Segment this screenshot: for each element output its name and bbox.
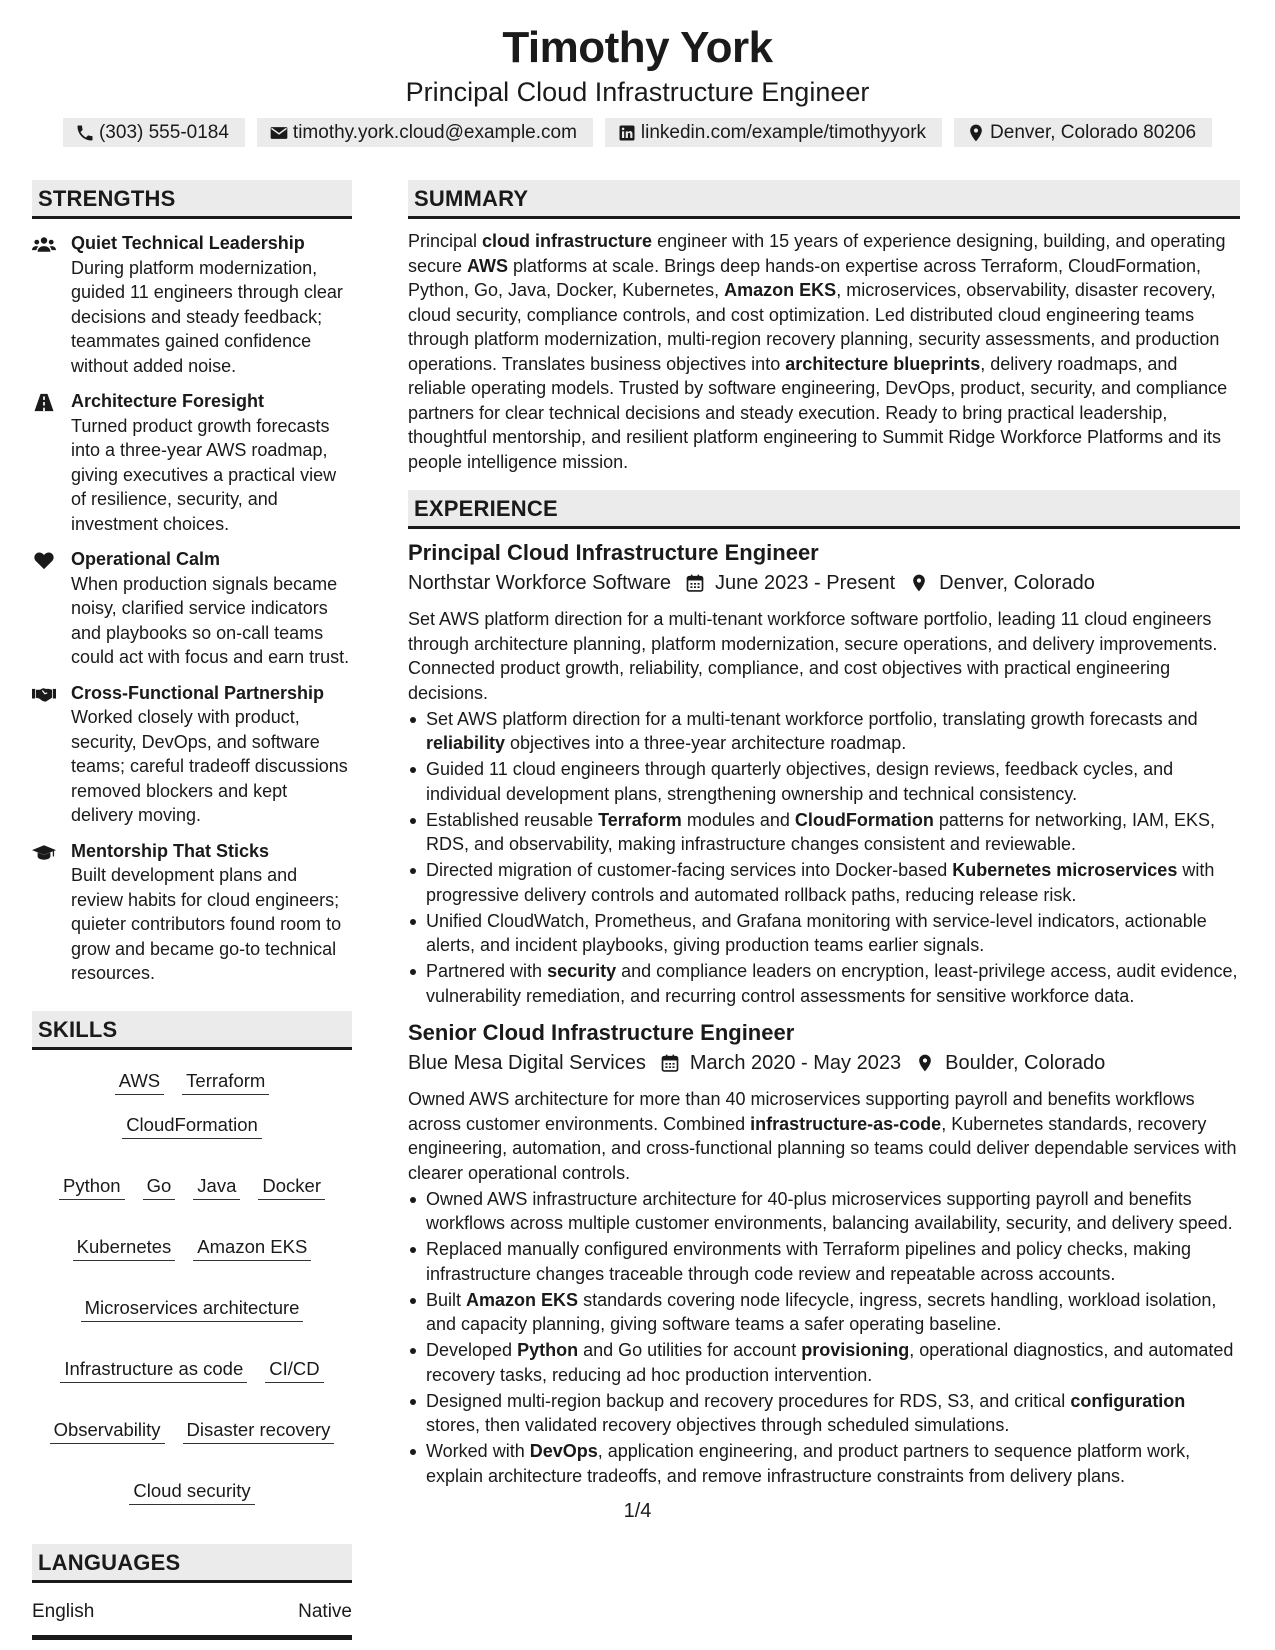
skill-tag: Go	[143, 1173, 176, 1200]
bullet-item	[426, 808, 1240, 857]
linkedin-icon	[617, 123, 637, 143]
location-text: Denver, Colorado 80206	[990, 122, 1197, 143]
strength-item	[32, 681, 352, 828]
job-company: Blue Mesa Digital Services	[408, 1052, 646, 1074]
text-run: Established reusable	[426, 809, 599, 830]
emphasis-text: provisioning	[801, 1340, 910, 1360]
job-bullets	[408, 707, 1240, 1009]
contact-linkedin[interactable]	[605, 118, 942, 147]
job-meta	[408, 1048, 1240, 1078]
job-bullets	[408, 1187, 1240, 1489]
phone-text: (303) 555-0184	[98, 122, 229, 143]
strength-desc: When production signals became noisy, clarified service indicators and playbooks so on-call teams could act with focus and earn trust.	[71, 573, 350, 667]
strength-title: Architecture Foresight	[71, 391, 265, 411]
skill-tag: AWS	[115, 1068, 164, 1095]
bullet-item	[426, 1439, 1240, 1488]
calendar-icon	[660, 1053, 680, 1073]
text-run: Replaced manually configured environments with Terraform pipelines and policy checks, making infrastructure changes traceable through code review and repeatable across accounts.	[426, 1239, 1192, 1284]
strength-desc: Worked closely with product, security, DevOps, and software teams; careful tradeoff discussions removed blockers and kept delivery moving.	[71, 707, 348, 825]
envelope-icon	[269, 123, 289, 143]
emphasis-text: configuration	[1070, 1390, 1186, 1411]
strength-desc: During platform modernization, guided 11 engineers through clear decisions and steady feedback; teammates gained confidence without added noise.	[71, 257, 343, 376]
text-run: modules and	[681, 809, 795, 830]
job-entry	[408, 1018, 1240, 1488]
emphasis-text: Kubernetes microservices	[952, 860, 1178, 880]
skill-tag: Python	[59, 1173, 125, 1200]
emphasis-text: cloud infrastructure	[482, 231, 653, 251]
text-run: Partnered with	[426, 961, 548, 981]
right-column	[408, 180, 1240, 1488]
skill-tag: Microservices architecture	[81, 1295, 304, 1322]
job-dates: June 2023 - Present	[715, 572, 896, 594]
language-row	[32, 1583, 352, 1640]
text-run: and Go utilities for account	[578, 1340, 802, 1360]
email-text: timothy.york.cloud@example.com	[292, 122, 577, 143]
emphasis-text: Terraform	[598, 809, 682, 830]
text-run: engineer with 15 years of experience designing, building, and operating secure	[408, 231, 1226, 276]
strength-item	[32, 547, 352, 670]
heart-icon	[32, 551, 56, 570]
strength-title: Mentorship That Sticks	[71, 840, 270, 861]
strength-title: Operational Calm	[71, 549, 221, 569]
text-run: , operational diagnostics, and automated recovery tasks, reducing ad hoc production intervention.	[426, 1340, 1234, 1385]
emphasis-text: architecture blueprints	[785, 353, 981, 374]
phone-icon	[75, 123, 95, 143]
emphasis-text: infrastructure-as-code	[750, 1113, 942, 1134]
bullet-item	[426, 909, 1240, 958]
map-pin-icon	[915, 1053, 935, 1073]
resume-header	[0, 0, 1275, 147]
strength-item	[32, 231, 352, 378]
candidate-name: Timothy York	[502, 23, 773, 72]
calendar-icon	[685, 573, 705, 593]
bullet-item	[426, 858, 1240, 907]
summary-heading: SUMMARY	[408, 180, 1240, 219]
summary-text	[408, 229, 1240, 474]
text-run: standards covering node lifecycle, ingress, secrets handling, workload isolation, and capacity planning, giving software teams a safer operating baseline.	[426, 1289, 1217, 1334]
strength-title: Cross-Functional Partnership	[71, 682, 325, 703]
job-title: Senior Cloud Infrastructure Engineer	[408, 1020, 795, 1045]
contact-bar	[0, 118, 1275, 147]
text-run: Built	[426, 1289, 467, 1310]
candidate-title: Principal Cloud Infrastructure Engineer	[405, 77, 870, 107]
text-run: , microservices, observability, disaster recovery, cloud security, compliance controls, and cost optimization. Led distributed cloud engineering teams through platform modernization, multi-region recovery planning, security assessments, and production operations. Translates business objectives into	[408, 280, 1220, 374]
emphasis-text: Amazon EKS	[724, 280, 837, 300]
bullet-item	[426, 959, 1240, 1008]
text-run: , Kubernetes standards, recovery engineering, automation, and cross-functional planning so teams could deliver dependable services with clearer operational controls.	[408, 1113, 1237, 1183]
bullet-item	[426, 1187, 1240, 1236]
emphasis-text: Amazon EKS	[466, 1289, 579, 1310]
skill-tag: CloudFormation	[122, 1112, 262, 1139]
text-run: Guided 11 cloud engineers through quarterly objectives, design reviews, feedback cycles, and individual development plans, strengthening ownership and technical consistency.	[426, 759, 1174, 804]
strengths-heading: STRENGTHS	[32, 180, 352, 219]
text-run: platforms at scale. Brings deep hands-on expertise across Terraform, CloudFormation, Python, Go, Java, Docker, Kubernetes,	[408, 255, 1202, 300]
text-run: with progressive delivery controls and automated rollback paths, reducing release risk.	[426, 860, 1215, 905]
text-run: and compliance leaders on encryption, least-privilege access, audit evidence, vulnerability remediation, and recurring control assessments for sensitive workforce data.	[426, 961, 1238, 1006]
job-description	[408, 1087, 1240, 1185]
text-run: Principal	[408, 231, 483, 251]
job-location: Boulder, Colorado	[945, 1052, 1106, 1074]
handshake-icon	[32, 685, 56, 704]
skills-heading: SKILLS	[32, 1011, 352, 1050]
bullet-item	[426, 1237, 1240, 1286]
skill-tag: Java	[193, 1173, 240, 1200]
text-run: objectives into a three-year architecture roadmap.	[505, 733, 907, 753]
job-description: Set AWS platform direction for a multi-tenant workforce software portfolio, leading 11 cloud engineers through architecture planning, platform modernization, secure operations, and delivery improvements. Connected product growth, reliability, compliance, and cost objectives with practical engineering decisions.	[408, 609, 1218, 703]
strength-title: Quiet Technical Leadership	[71, 233, 305, 253]
skill-tag: Amazon EKS	[193, 1234, 311, 1261]
job-dates: March 2020 - May 2023	[689, 1052, 902, 1074]
text-run: stores, then validated recovery objectives through scheduled simulations.	[426, 1415, 1010, 1435]
emphasis-text: reliability	[426, 733, 506, 753]
strength-desc: Built development plans and review habits for cloud engineers; quieter contributors found room to grow and became go-to technical resources.	[71, 865, 342, 983]
languages-heading: LANGUAGES	[32, 1544, 352, 1583]
linkedin-text: linkedin.com/example/timothyyork	[640, 122, 927, 143]
skill-tag: Cloud security	[129, 1478, 254, 1505]
bullet-item	[426, 707, 1240, 756]
left-column	[32, 180, 352, 1640]
bullet-item	[426, 757, 1240, 806]
language-name: English	[32, 1600, 95, 1622]
job-meta	[408, 568, 1240, 598]
text-run: Owned AWS infrastructure architecture for 40-plus microservices supporting payroll and benefits workflows across multiple customer environments, balancing availability, security, and delivery speed.	[426, 1188, 1233, 1233]
graduation-cap-icon	[32, 843, 56, 862]
emphasis-text: DevOps	[529, 1441, 598, 1461]
text-run: Owned AWS architecture for more than 40 microservices supporting payroll and benefits workflows across customer environments. Combined	[408, 1089, 1195, 1134]
skills-list	[32, 1050, 352, 1505]
emphasis-text: Python	[517, 1340, 579, 1360]
text-run: Unified CloudWatch, Prometheus, and Grafana monitoring with service-level indicators, actionable alerts, and incident playbooks, giving production teams earlier signals.	[426, 910, 1207, 955]
page-number: 1/4	[623, 1500, 652, 1522]
contact-email[interactable]	[257, 118, 593, 147]
skill-tag: Kubernetes	[73, 1234, 176, 1261]
text-run: Set AWS platform direction for a multi-tenant workforce portfolio, translating growth forecasts and	[426, 708, 1198, 729]
emphasis-text: CloudFormation	[794, 809, 934, 830]
skill-tag: Terraform	[182, 1068, 269, 1095]
strength-item	[32, 839, 352, 986]
job-entry	[408, 538, 1240, 1008]
contact-location	[954, 118, 1212, 147]
text-run: , application engineering, and product partners to sequence platform work, explain architecture tradeoffs, and remove infrastructure constraints from delivery plans.	[426, 1441, 1191, 1486]
emphasis-text: security	[547, 961, 617, 981]
experience-heading: EXPERIENCE	[408, 490, 1240, 529]
job-title: Principal Cloud Infrastructure Engineer	[408, 540, 819, 565]
users-icon	[32, 235, 56, 254]
road-icon	[32, 393, 56, 412]
language-level: Native	[298, 1600, 352, 1622]
job-location: Denver, Colorado	[939, 572, 1095, 594]
emphasis-text: AWS	[467, 255, 509, 276]
skill-tag: Docker	[258, 1173, 325, 1200]
strength-item	[32, 389, 352, 536]
skill-tag: CI/CD	[265, 1356, 323, 1383]
strengths-list	[32, 231, 352, 986]
bullet-item	[426, 1338, 1240, 1387]
text-run: Directed migration of customer-facing services into Docker-based	[426, 860, 953, 880]
map-pin-icon	[909, 573, 929, 593]
contact-phone[interactable]	[63, 118, 245, 147]
bullet-item	[426, 1288, 1240, 1337]
text-run: patterns for networking, IAM, EKS, RDS, and observability, making infrastructure changes consistent and reviewable.	[426, 809, 1215, 854]
bullet-item	[426, 1389, 1240, 1438]
text-run: Developed	[426, 1340, 518, 1360]
text-run: , delivery roadmaps, and reliable operating models. Trusted by software engineering, DevOps, product, security, and compliance partners for clear technical decisions and steady execution. Ready to bring practical leadership, thoughtful mentorship, and resilient platform engineering to Summit Ridge Workforce Platforms and its people intelligence mission.	[408, 353, 1228, 472]
map-pin-icon	[966, 123, 986, 143]
strength-desc: Turned product growth forecasts into a three-year AWS roadmap, giving executives a practical view of resilience, security, and investment choices.	[71, 415, 337, 534]
skill-tag: Infrastructure as code	[60, 1356, 247, 1383]
skill-tag: Disaster recovery	[183, 1417, 335, 1444]
text-run: Worked with	[426, 1441, 530, 1461]
job-company: Northstar Workforce Software	[408, 572, 672, 594]
skill-tag: Observability	[50, 1417, 165, 1444]
text-run: Designed multi-region backup and recovery procedures for RDS, S3, and critical	[426, 1390, 1071, 1411]
